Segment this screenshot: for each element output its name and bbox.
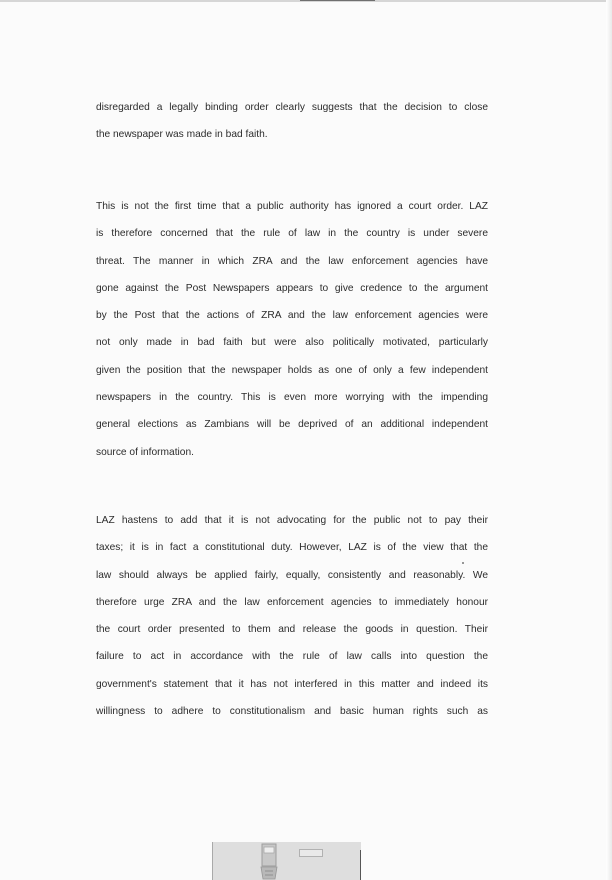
page-right-edge-shadow bbox=[606, 0, 612, 880]
stamp-slot bbox=[299, 849, 323, 857]
text-line: disregarded a legally binding order clearly suggests that the decision to close bbox=[96, 102, 488, 113]
text-line: therefore urge ZRA and the law enforcement agencies to immediately honour bbox=[96, 596, 488, 608]
text-line: LAZ hastens to add that it is not advocating for the public not to pay their bbox=[96, 515, 488, 526]
page-top-edge-mark bbox=[300, 0, 375, 1]
text-line: not only made in bad faith but were also politically motivated, particularly bbox=[96, 337, 488, 349]
paragraph-call-to-honour-court-order bbox=[96, 507, 488, 725]
text-line: source of information. bbox=[96, 446, 194, 458]
text-line: general elections as Zambians will be deprived of an additional independent bbox=[96, 419, 488, 431]
footer-edge-rule bbox=[360, 850, 361, 880]
scan-speck bbox=[462, 562, 464, 564]
text-line: newspapers in the country. This is even more worrying with the impending bbox=[96, 392, 488, 404]
text-line: willingness to adhere to constitutionalism and basic human rights such as bbox=[96, 706, 488, 718]
text-line: is therefore concerned that the rule of law in the country is under severe bbox=[96, 228, 488, 240]
text-line: taxes; it is in fact a constitutional duty. However, LAZ is of the view that the bbox=[96, 542, 488, 554]
paragraph-rule-of-law-concern bbox=[96, 193, 488, 466]
text-line: the newspaper was made in bad faith. bbox=[96, 129, 268, 141]
text-line: failure to act in accordance with the rule of law calls into question the bbox=[96, 651, 488, 663]
text-line: government's statement that it has not interfered in this matter and indeed its bbox=[96, 678, 488, 690]
footer-stamp-mark bbox=[212, 842, 361, 880]
paragraph-bad-faith-conclusion bbox=[96, 94, 488, 149]
text-line: law should always be applied fairly, equally, consistently and reasonably. We bbox=[96, 569, 488, 581]
text-line: This is not the first time that a public authority has ignored a court order. LAZ bbox=[96, 201, 488, 212]
stamp-emblem-icon bbox=[255, 842, 283, 880]
text-line: by the Post that the actions of ZRA and the law enforcement agencies were bbox=[96, 310, 488, 322]
text-line: given the position that the newspaper holds as one of only a few independent bbox=[96, 364, 488, 376]
text-line: gone against the Post Newspapers appears to give credence to the argument bbox=[96, 282, 488, 294]
text-line: threat. The manner in which ZRA and the law enforcement agencies have bbox=[96, 255, 488, 267]
text-line: the court order presented to them and release the goods in question. Their bbox=[96, 624, 488, 636]
